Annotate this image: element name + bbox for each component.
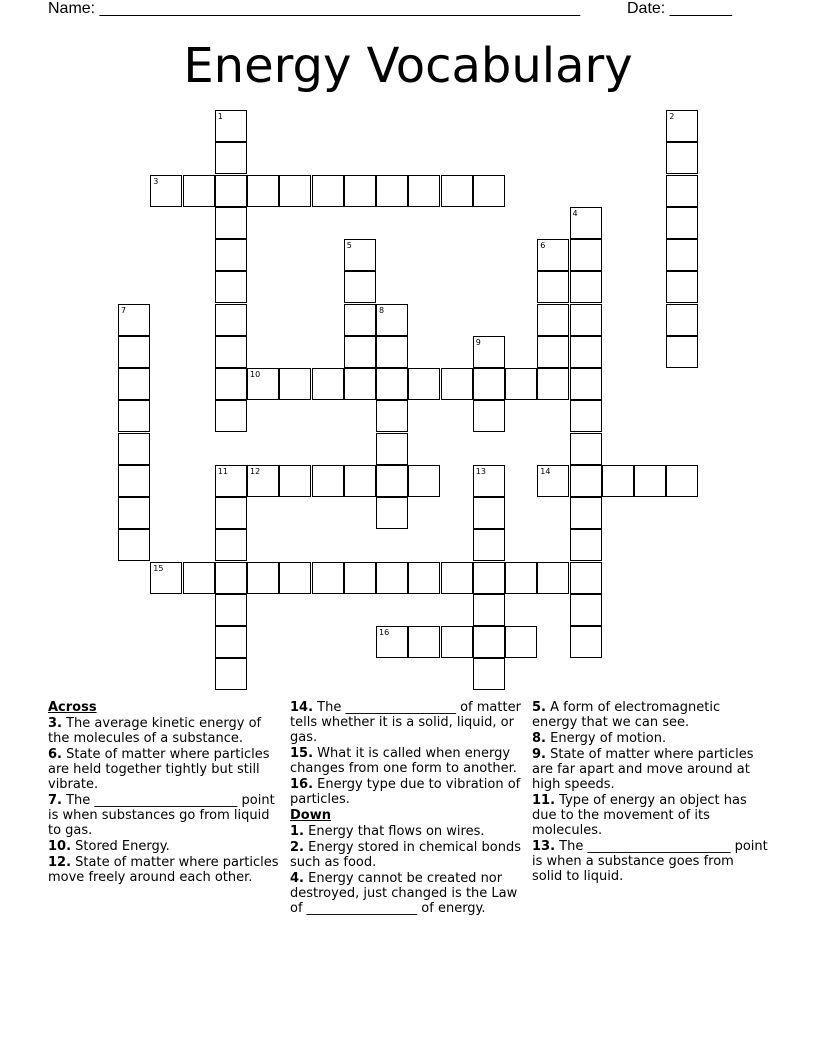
grid-cell[interactable] bbox=[473, 368, 505, 400]
clue-number: 2. bbox=[290, 840, 304, 855]
grid-cell[interactable] bbox=[344, 304, 376, 336]
clue-text: State of matter where particles are far apart and move around at high speeds. bbox=[532, 747, 754, 792]
date-field-label[interactable]: Date: _______ bbox=[627, 0, 732, 17]
grid-cell[interactable] bbox=[408, 626, 440, 658]
grid-cell[interactable] bbox=[505, 368, 537, 400]
grid-cell[interactable] bbox=[376, 626, 408, 658]
clue-across-10 bbox=[48, 839, 284, 854]
grid-cell[interactable] bbox=[344, 239, 376, 271]
grid-cell[interactable] bbox=[666, 110, 698, 142]
grid-cell[interactable] bbox=[279, 465, 311, 497]
cell-number: 8 bbox=[379, 305, 385, 315]
grid-cell[interactable] bbox=[215, 400, 247, 432]
clue-down-2 bbox=[290, 840, 526, 870]
clue-number: 16. bbox=[290, 777, 314, 792]
grid-cell[interactable] bbox=[505, 626, 537, 658]
clue-down-8 bbox=[532, 731, 768, 746]
grid-cell[interactable] bbox=[215, 239, 247, 271]
clue-text: Energy cannot be created nor destroyed, just changed is the Law of _________________ of energy. bbox=[290, 871, 518, 916]
grid-cell[interactable] bbox=[666, 175, 698, 207]
grid-cell[interactable] bbox=[118, 368, 150, 400]
grid-cell[interactable] bbox=[666, 142, 698, 174]
grid-cell[interactable] bbox=[537, 304, 569, 336]
grid-cell[interactable] bbox=[570, 433, 602, 465]
grid-cell[interactable] bbox=[473, 626, 505, 658]
grid-cell[interactable] bbox=[408, 368, 440, 400]
grid-cell[interactable] bbox=[473, 336, 505, 368]
grid-cell[interactable] bbox=[118, 529, 150, 561]
clue-number: 13. bbox=[532, 839, 556, 854]
grid-cell[interactable] bbox=[118, 497, 150, 529]
down-heading: Down bbox=[290, 808, 331, 823]
grid-cell[interactable] bbox=[570, 368, 602, 400]
grid-cell[interactable] bbox=[215, 207, 247, 239]
grid-cell[interactable] bbox=[312, 368, 344, 400]
grid-cell[interactable] bbox=[376, 400, 408, 432]
clue-text: Energy stored in chemical bonds such as food. bbox=[290, 840, 521, 870]
grid-cell[interactable] bbox=[473, 594, 505, 626]
header bbox=[48, 0, 748, 20]
grid-cell[interactable] bbox=[666, 336, 698, 368]
clue-text: The average kinetic energy of the molecules of a substance. bbox=[48, 716, 262, 746]
grid-cell[interactable] bbox=[634, 465, 666, 497]
grid-cell[interactable] bbox=[537, 336, 569, 368]
grid-cell[interactable] bbox=[215, 142, 247, 174]
grid-cell[interactable] bbox=[570, 529, 602, 561]
grid-cell[interactable] bbox=[118, 433, 150, 465]
grid-cell[interactable] bbox=[570, 304, 602, 336]
clue-text: State of matter where particles are held together tightly but still vibrate. bbox=[48, 747, 270, 792]
clue-number: 6. bbox=[48, 747, 62, 762]
grid-cell[interactable] bbox=[183, 562, 215, 594]
grid-cell[interactable] bbox=[344, 368, 376, 400]
grid-cell[interactable] bbox=[473, 465, 505, 497]
clue-across-6 bbox=[48, 747, 284, 792]
grid-cell[interactable] bbox=[570, 336, 602, 368]
grid-cell[interactable] bbox=[215, 497, 247, 529]
cell-number: 13 bbox=[475, 466, 486, 476]
cell-number: 2 bbox=[669, 112, 675, 121]
clue-number: 11. bbox=[532, 793, 556, 808]
cell-number: 9 bbox=[475, 337, 481, 347]
grid-cell[interactable] bbox=[247, 465, 279, 497]
grid-cell[interactable] bbox=[215, 336, 247, 368]
grid-cell[interactable] bbox=[279, 368, 311, 400]
grid-cell[interactable] bbox=[376, 562, 408, 594]
grid-cell[interactable] bbox=[344, 271, 376, 303]
grid-cell[interactable] bbox=[441, 368, 473, 400]
grid-cell[interactable] bbox=[570, 239, 602, 271]
grid-cell[interactable] bbox=[473, 400, 505, 432]
clue-across-14 bbox=[290, 700, 526, 745]
clue-text: The _________________ of matter tells whether it is a solid, liquid, or gas. bbox=[290, 700, 521, 745]
grid-cell[interactable] bbox=[537, 465, 569, 497]
clue-text: What it is called when energy changes from one form to another. bbox=[290, 746, 517, 776]
grid-cell[interactable] bbox=[441, 562, 473, 594]
clue-across-15 bbox=[290, 746, 526, 776]
grid-cell[interactable] bbox=[215, 304, 247, 336]
grid-cell[interactable] bbox=[150, 562, 182, 594]
cell-number: 14 bbox=[540, 466, 551, 476]
grid-cell[interactable] bbox=[441, 175, 473, 207]
clue-number: 4. bbox=[290, 871, 304, 886]
clue-down-4 bbox=[290, 871, 526, 916]
grid-cell[interactable] bbox=[215, 529, 247, 561]
grid-cell[interactable] bbox=[215, 271, 247, 303]
grid-cell[interactable] bbox=[537, 271, 569, 303]
grid-cell[interactable] bbox=[376, 368, 408, 400]
grid-cell[interactable] bbox=[150, 175, 182, 207]
grid-cell[interactable] bbox=[376, 304, 408, 336]
grid-cell[interactable] bbox=[183, 175, 215, 207]
clue-number: 12. bbox=[48, 855, 72, 870]
grid-cell[interactable] bbox=[247, 368, 279, 400]
clues-column-1 bbox=[48, 700, 284, 886]
cell-number: 1 bbox=[217, 112, 223, 121]
grid-cell[interactable] bbox=[215, 594, 247, 626]
grid-cell[interactable] bbox=[312, 175, 344, 207]
grid-cell[interactable] bbox=[570, 562, 602, 594]
clue-number: 9. bbox=[532, 747, 546, 762]
grid-cell[interactable] bbox=[473, 562, 505, 594]
clue-number: 15. bbox=[290, 746, 314, 761]
grid-cell[interactable] bbox=[473, 497, 505, 529]
clue-text: Energy that flows on wires. bbox=[303, 824, 485, 839]
clue-number: 10. bbox=[48, 839, 72, 854]
grid-cell[interactable] bbox=[215, 626, 247, 658]
grid-cell[interactable] bbox=[215, 110, 247, 142]
grid-cell[interactable] bbox=[344, 175, 376, 207]
clue-number: 14. bbox=[290, 700, 314, 715]
grid-cell[interactable] bbox=[570, 271, 602, 303]
grid-cell[interactable] bbox=[215, 658, 247, 690]
clue-number: 7. bbox=[48, 793, 62, 808]
clue-text: Energy type due to vibration of particles. bbox=[290, 777, 521, 807]
grid-cell[interactable] bbox=[344, 465, 376, 497]
clue-text: Energy of motion. bbox=[545, 731, 667, 746]
clue-text: Type of energy an object has due to the movement of its molecules. bbox=[532, 793, 747, 838]
grid-cell[interactable] bbox=[118, 336, 150, 368]
clue-number: 1. bbox=[290, 824, 304, 839]
grid-cell[interactable] bbox=[473, 175, 505, 207]
clue-text: A form of electromagnetic energy that we can see. bbox=[532, 700, 721, 730]
grid-cell[interactable] bbox=[344, 336, 376, 368]
clue-down-9 bbox=[532, 747, 768, 792]
grid-cell[interactable] bbox=[376, 497, 408, 529]
clue-down-1 bbox=[290, 824, 526, 839]
grid-cell[interactable] bbox=[505, 562, 537, 594]
grid-cell[interactable] bbox=[537, 239, 569, 271]
clues-column-3 bbox=[532, 700, 768, 885]
grid-cell[interactable] bbox=[666, 465, 698, 497]
grid-cell[interactable] bbox=[279, 562, 311, 594]
grid-cell[interactable] bbox=[247, 175, 279, 207]
clue-down-13 bbox=[532, 839, 768, 884]
grid-cell[interactable] bbox=[408, 175, 440, 207]
grid-cell[interactable] bbox=[473, 658, 505, 690]
clue-text: The ______________________ point is when a substance goes from solid to liquid. bbox=[532, 839, 768, 884]
cell-number: 15 bbox=[153, 563, 164, 573]
grid-cell[interactable] bbox=[312, 465, 344, 497]
grid-cell[interactable] bbox=[666, 239, 698, 271]
grid-cell[interactable] bbox=[118, 304, 150, 336]
clue-down-5 bbox=[532, 700, 768, 730]
cell-number: 5 bbox=[346, 241, 352, 250]
grid-cell[interactable] bbox=[312, 562, 344, 594]
grid-cell[interactable] bbox=[570, 626, 602, 658]
grid-cell[interactable] bbox=[118, 400, 150, 432]
grid-cell[interactable] bbox=[570, 400, 602, 432]
clues-column-2 bbox=[290, 700, 526, 917]
grid-cell[interactable] bbox=[376, 175, 408, 207]
grid-cell[interactable] bbox=[602, 465, 634, 497]
cell-number: 16 bbox=[379, 628, 390, 637]
clue-across-16 bbox=[290, 777, 526, 807]
clue-number: 5. bbox=[532, 700, 546, 715]
cell-number: 12 bbox=[250, 466, 261, 476]
clue-number: 8. bbox=[532, 731, 546, 746]
cell-number: 3 bbox=[153, 176, 159, 186]
clue-text: State of matter where particles move freely around each other. bbox=[48, 855, 279, 885]
cell-number: 11 bbox=[217, 466, 228, 476]
grid-cell[interactable] bbox=[376, 465, 408, 497]
cell-number: 4 bbox=[572, 208, 578, 218]
clue-across-7 bbox=[48, 793, 284, 838]
grid-cell[interactable] bbox=[537, 562, 569, 594]
clue-text: The ______________________ point is when substances go from liquid to gas. bbox=[48, 793, 275, 838]
clue-down-11 bbox=[532, 793, 768, 838]
grid-cell[interactable] bbox=[247, 562, 279, 594]
clue-across-12 bbox=[48, 855, 284, 885]
grid-cell[interactable] bbox=[376, 336, 408, 368]
clue-number: 3. bbox=[48, 716, 62, 731]
across-heading: Across bbox=[48, 700, 97, 715]
grid-cell[interactable] bbox=[570, 594, 602, 626]
clue-across-3 bbox=[48, 716, 284, 746]
cell-number: 7 bbox=[121, 305, 127, 315]
grid-cell[interactable] bbox=[473, 529, 505, 561]
grid-cell[interactable] bbox=[376, 433, 408, 465]
grid-cell[interactable] bbox=[570, 207, 602, 239]
grid-cell[interactable] bbox=[215, 368, 247, 400]
grid-cell[interactable] bbox=[537, 368, 569, 400]
cell-number: 6 bbox=[540, 241, 546, 250]
grid-cell[interactable] bbox=[441, 626, 473, 658]
grid-cell[interactable] bbox=[570, 465, 602, 497]
grid-cell[interactable] bbox=[666, 207, 698, 239]
grid-cell[interactable] bbox=[666, 304, 698, 336]
grid-cell[interactable] bbox=[570, 497, 602, 529]
grid-cell[interactable] bbox=[408, 562, 440, 594]
grid-cell[interactable] bbox=[215, 562, 247, 594]
grid-cell[interactable] bbox=[118, 465, 150, 497]
cell-number: 10 bbox=[250, 370, 261, 379]
clue-text: Stored Energy. bbox=[71, 839, 170, 854]
grid-cell[interactable] bbox=[666, 271, 698, 303]
grid-cell[interactable] bbox=[344, 562, 376, 594]
grid-cell[interactable] bbox=[215, 465, 247, 497]
grid-cell[interactable] bbox=[279, 175, 311, 207]
name-field-label[interactable]: Name: ______________________________________________________ bbox=[48, 0, 581, 17]
grid-cell[interactable] bbox=[215, 175, 247, 207]
page-title: Energy Vocabulary bbox=[183, 38, 633, 94]
grid-cell[interactable] bbox=[408, 465, 440, 497]
